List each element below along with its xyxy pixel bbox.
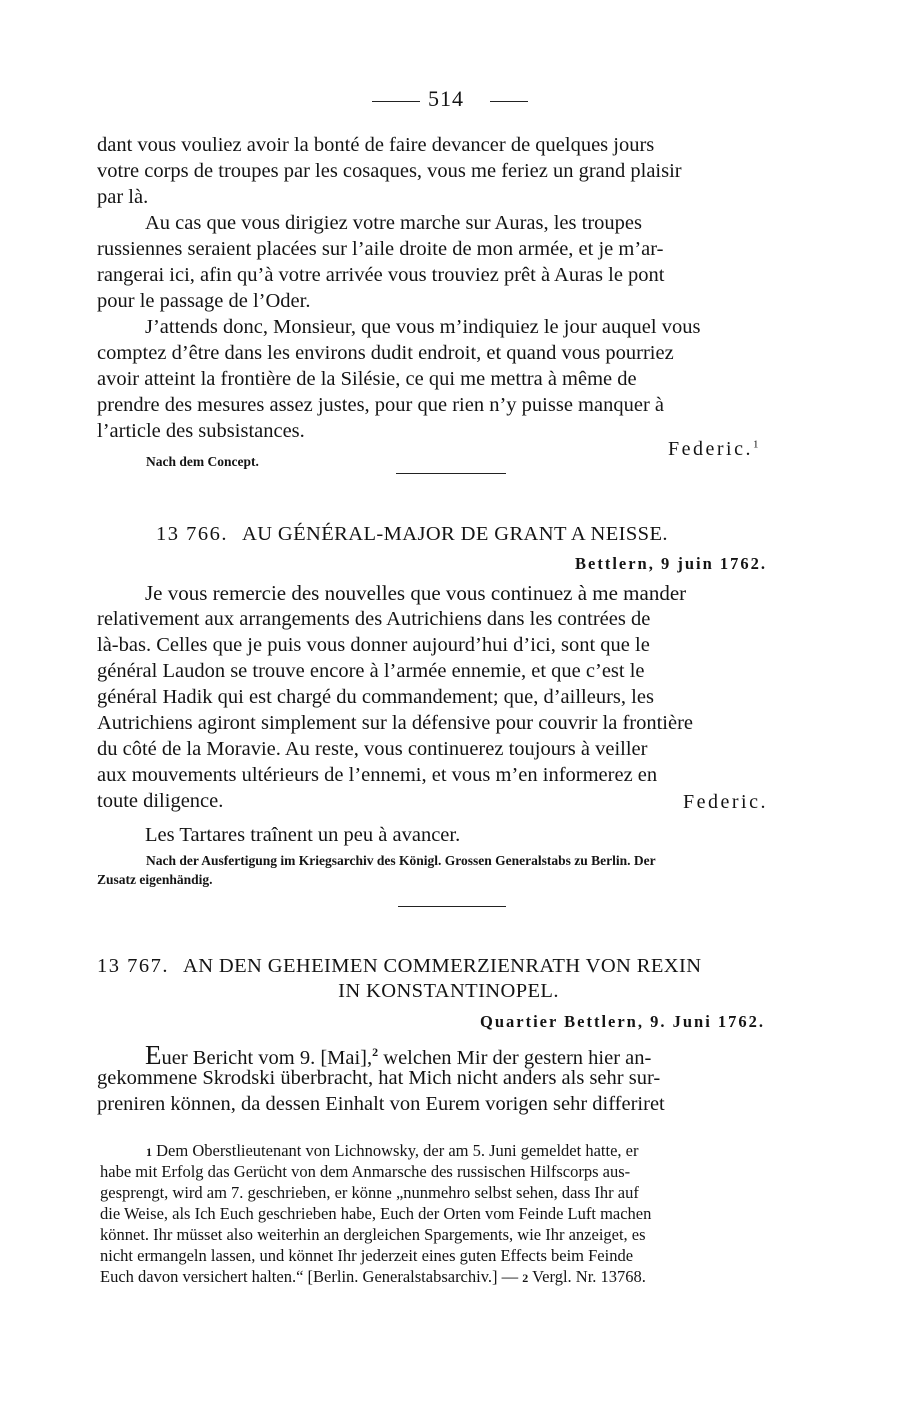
text-line: aux mouvements ultérieurs de l’ennemi, et vous m’en informerez en bbox=[97, 764, 658, 786]
footnote-marker: 1 bbox=[146, 1145, 152, 1159]
footnote-marker: 2 bbox=[522, 1271, 529, 1285]
text-line: gekommene Skrodski überbracht, hat Mich nicht anders als sehr sur- bbox=[97, 1067, 661, 1089]
text-line: pour le passage de l’Oder. bbox=[97, 290, 311, 312]
text-line: du côté de la Moravie. Au reste, vous continuerez toujours à veiller bbox=[97, 738, 648, 760]
section-divider bbox=[396, 473, 506, 474]
text-line: comptez d’être dans les environs dudit endroit, et quand vous pourriez bbox=[97, 342, 674, 364]
postscript: Les Tartares traînent un peu à avancer. bbox=[145, 824, 461, 846]
text-line: Au cas que vous dirigiez votre marche sur Auras, les troupes bbox=[145, 212, 642, 234]
letter-number: 13 767. bbox=[97, 955, 169, 977]
footnote-line bbox=[100, 1266, 804, 1290]
text-line: général Hadik qui est chargé du commandement; que, d’ailleurs, les bbox=[97, 686, 654, 708]
source-note: Nach dem Concept. bbox=[146, 454, 259, 469]
letter-dateline: Quartier Bettlern, 9. Juni 1762. bbox=[480, 1012, 766, 1031]
text-line: général Laudon se trouve encore à l’armée ennemie, et que c’est le bbox=[97, 660, 645, 682]
footnote-line: könnet. Ihr müsset also weiterhin an dergleichen Spargements, wie Ihr anzeiget, es bbox=[100, 1225, 646, 1244]
text-line: toute diligence. bbox=[97, 790, 224, 812]
letter-number: 13 766. bbox=[156, 523, 228, 545]
text-line: Je vous remercie des nouvelles que vous continuez à me mander bbox=[145, 581, 687, 605]
drop-cap: E bbox=[145, 1039, 162, 1070]
text-line: l’article des subsistances. bbox=[97, 420, 305, 442]
text-fragment: welchen Mir der gestern hier an- bbox=[378, 1046, 652, 1069]
footnote-line: die Weise, als Ich Euch geschrieben habe, Euch der Orten vom Feinde Luft machen bbox=[100, 1204, 652, 1223]
page-header bbox=[0, 86, 900, 116]
footnote-marker: 2 bbox=[372, 1045, 379, 1059]
signature: Federic. bbox=[683, 791, 768, 813]
text-line: avoir atteint la frontière de la Silésie, ce qui me mettra à même de bbox=[97, 368, 637, 390]
text-line: J’attends donc, Monsieur, que vous m’indiquiez le jour auquel vous bbox=[145, 316, 701, 338]
text-line: par là. bbox=[97, 186, 149, 208]
signature-text: Federic. bbox=[668, 438, 753, 460]
text-line: là-bas. Celles que je puis vous donner aujourd’hui d’ici, sont que le bbox=[97, 634, 650, 656]
letter-heading bbox=[97, 955, 701, 978]
footnote-line: habe mit Erfolg das Gerücht von dem Anmarsche des russischen Hilfscorps aus- bbox=[100, 1162, 631, 1181]
text-fragment: uer Bericht vom 9. [Mai], bbox=[161, 1046, 373, 1069]
text-line: relativement aux arrangements des Autrichiens dans les contrées de bbox=[97, 608, 651, 630]
text-fragment: Euch davon versichert halten.“ [Berlin. Generalstabsarchiv.] — bbox=[100, 1267, 523, 1286]
section-divider bbox=[398, 906, 506, 907]
text-fragment: Vergl. Nr. 13768. bbox=[528, 1267, 646, 1286]
signature bbox=[668, 438, 758, 461]
header-dash-left bbox=[372, 101, 420, 102]
text-line: Autrichiens agiront simplement sur la défensive pour couvrir la frontière bbox=[97, 712, 694, 734]
footnote-line bbox=[146, 1140, 804, 1164]
footnote-line: nicht ermangeln lassen, und könnet Ihr jederzeit eines guten Effects beim Feinde bbox=[100, 1246, 634, 1265]
text-line: preniren können, da dessen Einhalt von Eurem vorigen sehr differiret bbox=[97, 1093, 665, 1115]
source-note: Nach der Ausfertigung im Kriegsarchiv des Königl. Grossen Generalstabs zu Berlin. Der bbox=[146, 853, 656, 868]
text-line: russiennes seraient placées sur l’aile droite de mon armée, et je m’ar- bbox=[97, 238, 664, 260]
letter-heading bbox=[156, 523, 668, 546]
text-line: rangerai ici, afin qu’à votre arrivée vous trouviez prêt à Auras le pont bbox=[97, 264, 665, 286]
text-line: dant vous vouliez avoir la bonté de faire devancer de quelques jours bbox=[97, 134, 655, 156]
text-line: prendre des mesures assez justes, pour que rien n’y puisse manquer à bbox=[97, 394, 664, 416]
letter-title-line2: IN KONSTANTINOPEL. bbox=[338, 980, 559, 1002]
text-fragment: Dem Oberstlieutenant von Lichnowsky, der am 5. Juni gemeldet hatte, er bbox=[152, 1141, 639, 1160]
page-number: 514 bbox=[428, 86, 464, 111]
letter-title: AN DEN GEHEIMEN COMMERZIENRATH VON REXIN bbox=[183, 955, 702, 977]
letter-dateline: Bettlern, 9 juin 1762. bbox=[575, 554, 768, 573]
text-line: votre corps de troupes par les cosaques, vous me feriez un grand plaisir bbox=[97, 160, 682, 182]
source-note: Zusatz eigenhändig. bbox=[97, 872, 213, 887]
letter-title: AU GÉNÉRAL-MAJOR DE GRANT A NEISSE. bbox=[242, 523, 668, 545]
footnote-marker: 1 bbox=[752, 438, 759, 451]
header-dash-right bbox=[490, 101, 528, 102]
footnote-line: gesprengt, wird am 7. geschrieben, er könne „nunmehro selbst sehen, dass Ihr auf bbox=[100, 1183, 639, 1202]
